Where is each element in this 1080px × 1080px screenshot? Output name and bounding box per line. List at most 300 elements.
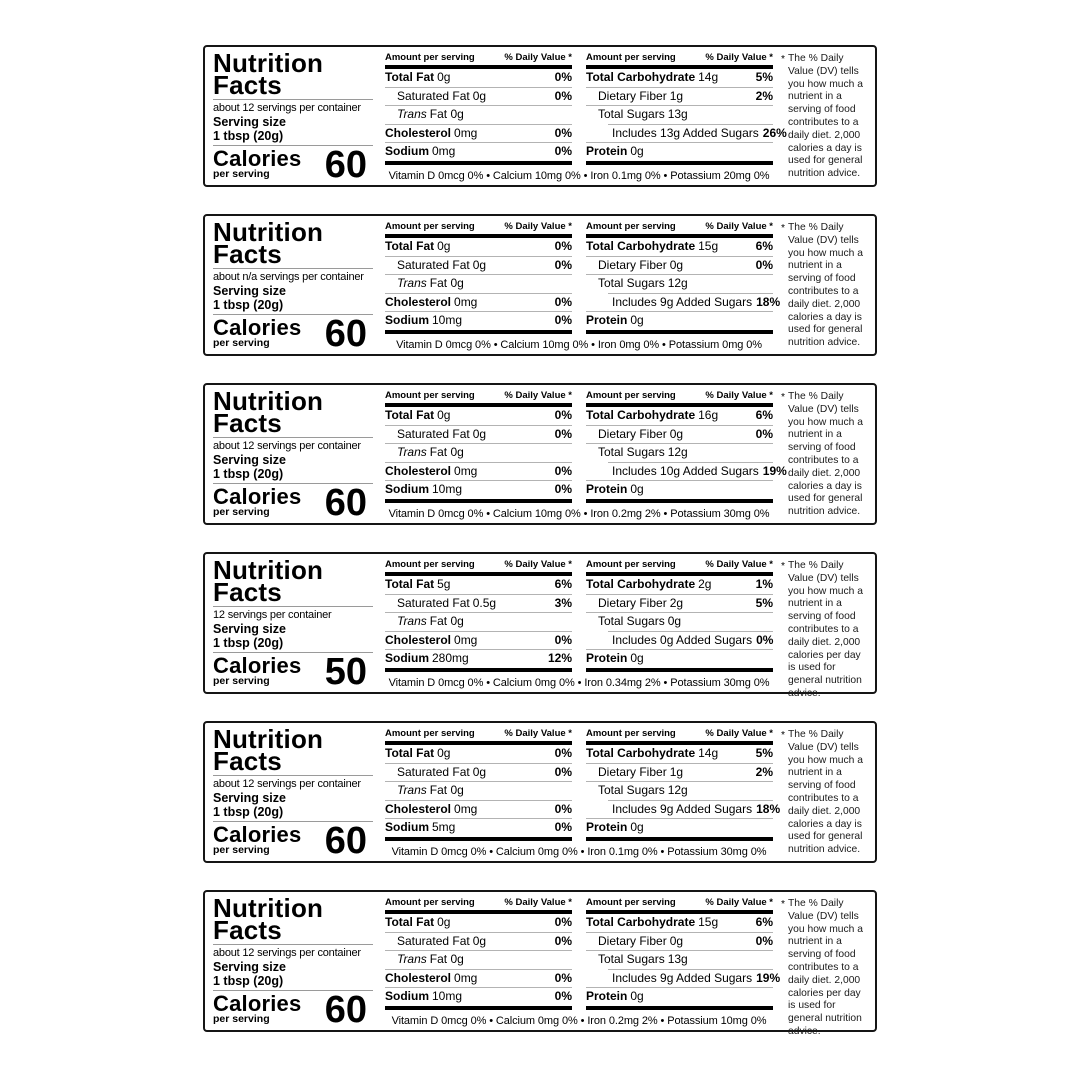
nutrition-label — [203, 721, 877, 863]
nutrient-text — [385, 577, 450, 593]
nutrient-daily-value: 0% — [554, 70, 572, 84]
nutrient-columns-area — [377, 897, 781, 1027]
nutrient-text — [397, 596, 496, 612]
nutrient-name: Total Sugars — [598, 614, 665, 628]
nutrient-columns-area — [377, 221, 781, 351]
nutrient-daily-value — [769, 313, 773, 329]
nutrient-row — [385, 143, 572, 161]
nutrient-text — [598, 427, 683, 443]
nutrient-amount: 0g — [630, 989, 644, 1003]
nutrient-text — [586, 577, 711, 593]
nutrient-text — [385, 144, 455, 160]
asterisk-mark: * — [781, 899, 786, 910]
nutrient-row — [586, 238, 773, 256]
nutrition-label — [203, 383, 877, 525]
nutrient-name: Total Fat — [385, 915, 435, 929]
serving-size-value: 1 tbsp (20g) — [213, 467, 284, 481]
nutrient-name: Trans — [397, 445, 427, 459]
nutrient-text — [397, 427, 486, 443]
nutrient-name: Total Fat — [385, 577, 435, 591]
nutrient-text — [385, 464, 477, 480]
nutrient-name: Total Carbohydrate — [586, 70, 696, 84]
nutrient-text — [612, 295, 752, 311]
nutrient-amount: Fat 0g — [429, 614, 464, 628]
nutrient-amount: Fat 0g — [429, 276, 464, 290]
divider — [213, 99, 373, 100]
asterisk-mark: * — [781, 223, 786, 234]
servings-per-container: about 12 servings per container — [213, 102, 361, 114]
nutrient-columns — [385, 559, 773, 672]
nutrient-text — [598, 258, 683, 274]
disclaimer-text: The % Daily Value (DV) tells you how much a nutrient in a serving of food contributes to a daily diet. 2,000 calories a day is used for general nutrition advice. — [788, 391, 863, 518]
nutrient-daily-value — [568, 445, 572, 461]
nutrient-name: Cholesterol — [385, 463, 452, 478]
nutrient-rows — [586, 745, 781, 837]
nutrient-daily-value — [769, 952, 773, 968]
nutrient-daily-value: 0% — [554, 482, 572, 496]
nutrient-daily-value — [769, 482, 773, 498]
nutrient-daily-value: 19% — [756, 970, 781, 985]
nutrient-name: Includes 13g Added Sugars — [612, 125, 759, 140]
daily-value-disclaimer — [777, 728, 867, 856]
nutrient-text — [586, 313, 644, 329]
calories-row — [213, 144, 373, 180]
nutrient-name: Saturated Fat — [397, 933, 470, 948]
daily-value-header: % Daily Value * — [504, 221, 572, 232]
daily-value-disclaimer — [777, 559, 867, 699]
nutrient-row — [586, 613, 773, 631]
nutrient-daily-value — [769, 989, 773, 1005]
title-line-1: Nutrition — [213, 52, 324, 78]
nutrient-amount: 0g — [630, 482, 644, 496]
nutrient-row — [586, 294, 781, 312]
nutrient-row — [586, 764, 773, 782]
nutrient-daily-value — [769, 107, 773, 123]
serving-size-value: 1 tbsp (20g) — [213, 805, 284, 819]
title-line-2: Facts — [213, 746, 282, 776]
asterisk-mark: * — [781, 730, 786, 741]
nutrient-name: Cholesterol — [385, 801, 452, 816]
nutrient-text — [612, 802, 752, 818]
nutrient-text — [586, 989, 644, 1005]
nutrient-text — [397, 952, 464, 968]
nutrient-amount: 0g — [630, 144, 644, 158]
nutrition-facts-title — [213, 897, 373, 945]
nutrition-facts-title — [213, 52, 373, 100]
nutrient-text — [397, 445, 464, 461]
nutrient-row — [586, 106, 773, 124]
nutrient-rows — [586, 576, 773, 668]
nutrient-daily-value: 0% — [554, 426, 572, 441]
nutrient-name: Sodium — [385, 313, 429, 327]
nutrient-amount: 12g — [667, 783, 688, 797]
nutrient-columns — [385, 728, 781, 841]
calories-row — [213, 989, 373, 1025]
column-header — [586, 52, 773, 65]
nutrient-name: Cholesterol — [385, 632, 452, 647]
nutrient-amount: 1g — [669, 764, 684, 779]
nutrient-text — [385, 651, 469, 667]
nutrient-name: Dietary Fiber — [598, 595, 667, 610]
calories-label: Calories — [213, 146, 302, 171]
nutrient-row — [385, 951, 572, 969]
servings-per-container: about n/a servings per container — [213, 271, 364, 283]
nutrient-text — [612, 464, 759, 480]
nutrient-amount: 13g — [667, 107, 688, 121]
nutrient-rows — [385, 238, 572, 330]
nutrient-amount: 10mg — [432, 482, 463, 496]
nutrient-text — [586, 239, 718, 255]
nutrient-name: Total Fat — [385, 239, 435, 253]
nutrient-row — [385, 933, 572, 951]
nutrient-amount: 0g — [669, 933, 684, 948]
nutrient-row — [385, 595, 572, 613]
nutrient-name: Total Carbohydrate — [586, 239, 696, 253]
servings-per-container: about 12 servings per container — [213, 947, 361, 959]
asterisk-mark: * — [781, 561, 786, 572]
column-header — [586, 390, 773, 403]
amount-per-serving-header: Amount per serving — [586, 897, 676, 908]
nutrient-row — [586, 632, 773, 650]
nutrient-daily-value — [568, 783, 572, 799]
nutrient-daily-value — [568, 952, 572, 968]
title-line-2: Facts — [213, 239, 282, 269]
nutrient-daily-value: 0% — [554, 933, 572, 948]
calories-row — [213, 482, 373, 518]
nutrient-text — [385, 239, 450, 255]
nutrient-amount: 0mg — [454, 294, 478, 309]
calories-label-block — [213, 484, 302, 518]
nutrient-name: Trans — [397, 107, 427, 121]
amount-per-serving-header: Amount per serving — [385, 390, 475, 401]
nutrient-row — [385, 125, 572, 143]
title-line-1: Nutrition — [213, 390, 324, 416]
nutrient-amount: 0g — [437, 915, 451, 929]
title-line-1: Nutrition — [213, 559, 324, 585]
nutrient-daily-value — [769, 445, 773, 461]
nutrient-daily-value: 0% — [554, 125, 572, 140]
nutrient-rows — [586, 407, 787, 499]
nutrient-column-carb — [586, 897, 781, 1010]
nutrient-text — [385, 408, 450, 424]
nutrient-text — [612, 126, 759, 142]
nutrient-amount: 2g — [669, 595, 684, 610]
nutrition-facts-title — [213, 390, 373, 438]
nutrient-amount: 0mg — [454, 970, 478, 985]
calories-label-block — [213, 315, 302, 349]
nutrient-text — [385, 126, 477, 142]
calories-label-block — [213, 653, 302, 687]
nutrient-rows — [385, 69, 572, 161]
nutrient-daily-value: 0% — [554, 408, 572, 422]
calories-value: 50 — [324, 651, 367, 687]
nutrient-row — [586, 275, 773, 293]
nutrient-row — [586, 988, 773, 1006]
nutrient-daily-value: 1% — [755, 577, 773, 591]
amount-per-serving-header: Amount per serving — [385, 897, 475, 908]
calories-label-block — [213, 146, 302, 180]
nutrient-amount: 14g — [698, 746, 719, 760]
nutrient-amount: 0g — [472, 933, 487, 948]
nutrient-amount: 10mg — [432, 989, 463, 1003]
nutrient-daily-value: 26% — [762, 125, 787, 140]
nutrient-name: Sodium — [385, 820, 429, 834]
nutrient-text — [385, 746, 450, 762]
calories-row — [213, 820, 373, 856]
amount-per-serving-header: Amount per serving — [586, 52, 676, 63]
nutrient-rows — [385, 914, 572, 1006]
nutrient-row — [385, 88, 572, 106]
nutrient-amount: 1g — [669, 88, 684, 103]
nutrition-label — [203, 45, 877, 187]
nutrient-name: Dietary Fiber — [598, 933, 667, 948]
nutrient-text — [397, 783, 464, 799]
nutrient-row — [385, 988, 572, 1006]
nutrient-amount: 0mg — [432, 144, 456, 158]
nutrient-text — [598, 276, 688, 292]
nutrient-row — [385, 481, 572, 499]
nutrient-row — [586, 257, 773, 275]
label-identity-panel — [213, 559, 377, 687]
serving-size-label: Serving size — [213, 960, 286, 974]
daily-value-disclaimer — [777, 390, 867, 518]
nutrition-labels-sheet — [203, 0, 877, 1037]
amount-per-serving-header: Amount per serving — [385, 559, 475, 570]
nutrient-row — [385, 576, 572, 594]
nutrient-text — [385, 802, 477, 818]
nutrient-name: Protein — [586, 482, 628, 496]
title-line-2: Facts — [213, 408, 282, 438]
calories-label-block — [213, 991, 302, 1025]
nutrient-columns-area — [377, 390, 787, 520]
nutrient-row — [586, 595, 773, 613]
nutrient-row — [586, 88, 773, 106]
nutrient-daily-value: 0% — [554, 764, 572, 779]
nutrient-text — [598, 614, 681, 630]
nutrient-text — [397, 934, 486, 950]
nutrient-amount: 0g — [437, 408, 451, 422]
serving-size-value: 1 tbsp (20g) — [213, 129, 284, 143]
nutrient-daily-value: 0% — [554, 294, 572, 309]
nutrient-row — [586, 914, 773, 932]
nutrient-amount: 0g — [630, 651, 644, 665]
nutrient-daily-value: 18% — [756, 294, 781, 309]
calories-subtext: per serving — [213, 506, 270, 518]
column-header — [385, 52, 572, 65]
serving-size-label: Serving size — [213, 115, 286, 129]
nutrient-name: Sodium — [385, 482, 429, 496]
column-header — [586, 559, 773, 572]
amount-per-serving-header: Amount per serving — [586, 559, 676, 570]
nutrient-daily-value: 19% — [762, 463, 787, 478]
nutrient-daily-value: 0% — [554, 820, 572, 834]
daily-value-header: % Daily Value * — [705, 728, 773, 739]
nutrient-row — [385, 914, 572, 932]
nutrition-facts-title — [213, 728, 373, 776]
nutrient-row — [586, 312, 773, 330]
nutrient-name: Protein — [586, 989, 628, 1003]
title-line-1: Nutrition — [213, 221, 324, 247]
daily-value-header: % Daily Value * — [504, 728, 572, 739]
nutrient-amount: 0g — [437, 70, 451, 84]
nutrient-text — [598, 596, 683, 612]
nutrient-columns-area — [377, 559, 777, 687]
servings-per-container: 12 servings per container — [213, 609, 332, 621]
nutrient-amount: 10mg — [432, 313, 463, 327]
nutrient-row — [385, 69, 572, 87]
daily-value-disclaimer — [777, 221, 867, 349]
nutrient-daily-value — [568, 614, 572, 630]
nutrient-name: Saturated Fat — [397, 595, 470, 610]
nutrient-daily-value — [769, 783, 773, 799]
nutrient-daily-value: 0% — [756, 632, 774, 647]
nutrient-text — [612, 971, 752, 987]
nutrient-name: Saturated Fat — [397, 257, 470, 272]
nutrient-amount: 0g — [472, 764, 487, 779]
nutrient-column-fat — [385, 390, 572, 503]
nutrient-text — [612, 633, 752, 649]
nutrient-column-fat — [385, 52, 572, 165]
nutrient-row — [586, 481, 773, 499]
nutrient-daily-value: 6% — [755, 239, 773, 253]
column-header — [586, 728, 773, 741]
nutrient-text — [586, 144, 644, 160]
nutrient-text — [385, 915, 450, 931]
nutrient-name: Total Sugars — [598, 952, 665, 966]
calories-label: Calories — [213, 484, 302, 509]
serving-size-value: 1 tbsp (20g) — [213, 636, 284, 650]
nutrient-text — [397, 614, 464, 630]
nutrient-text — [598, 445, 688, 461]
nutrient-name: Includes 9g Added Sugars — [612, 970, 753, 985]
nutrient-row — [385, 632, 572, 650]
nutrient-amount: 5mg — [432, 820, 456, 834]
calories-subtext: per serving — [213, 844, 270, 856]
nutrient-daily-value: 0% — [554, 989, 572, 1003]
nutrient-text — [598, 107, 688, 123]
nutrient-text — [598, 765, 683, 781]
nutrient-row — [586, 576, 773, 594]
micronutrients-line: Vitamin D 0mcg 0% • Calcium 10mg 0% • Iron 0.1mg 0% • Potassium 20mg 0% — [388, 169, 770, 182]
nutrient-amount: 0mg — [454, 801, 478, 816]
nutrient-text — [385, 633, 477, 649]
daily-value-disclaimer — [777, 52, 867, 180]
nutrition-label — [203, 214, 877, 356]
nutrient-text — [385, 295, 477, 311]
nutrient-row — [586, 819, 773, 837]
nutrient-text — [385, 313, 462, 329]
micronutrients-line: Vitamin D 0mcg 0% • Calcium 0mg 0% • Iron 0.34mg 2% • Potassium 30mg 0% — [388, 676, 770, 689]
disclaimer-text: The % Daily Value (DV) tells you how much a nutrient in a serving of food contributes to a daily diet. 2,000 calories per day is used for general nutrition advice. — [788, 560, 863, 699]
nutrient-amount: 13g — [667, 952, 688, 966]
nutrient-row — [586, 407, 773, 425]
label-identity-panel — [213, 390, 377, 518]
nutrient-row — [385, 801, 572, 819]
nutrient-row — [586, 745, 773, 763]
nutrient-text — [598, 952, 688, 968]
amount-per-serving-header: Amount per serving — [385, 221, 475, 232]
nutrient-columns — [385, 221, 781, 334]
nutrient-row — [586, 650, 773, 668]
nutrient-text — [397, 107, 464, 123]
nutrient-column-fat — [385, 897, 572, 1010]
nutrient-row — [385, 238, 572, 256]
nutrient-daily-value: 0% — [554, 801, 572, 816]
nutrient-text — [397, 276, 464, 292]
nutrient-row — [385, 463, 572, 481]
nutrient-amount: 0g — [667, 614, 682, 628]
nutrient-text — [586, 408, 718, 424]
daily-value-header: % Daily Value * — [504, 52, 572, 63]
nutrient-text — [385, 482, 462, 498]
nutrient-daily-value: 0% — [755, 426, 773, 441]
nutrient-row — [586, 951, 773, 969]
nutrient-daily-value: 5% — [755, 595, 773, 610]
nutrition-label — [203, 890, 877, 1037]
nutrient-name: Trans — [397, 783, 427, 797]
nutrient-name: Total Sugars — [598, 783, 665, 797]
nutrient-row — [385, 650, 572, 668]
serving-size-value: 1 tbsp (20g) — [213, 974, 284, 988]
nutrient-name: Sodium — [385, 651, 429, 665]
nutrient-columns — [385, 390, 787, 503]
nutrient-name: Total Carbohydrate — [586, 408, 696, 422]
nutrient-name: Includes 9g Added Sugars — [612, 294, 753, 309]
nutrient-column-carb — [586, 52, 787, 165]
calories-subtext: per serving — [213, 337, 270, 349]
nutrient-name: Dietary Fiber — [598, 88, 667, 103]
nutrient-amount: 0g — [437, 239, 451, 253]
nutrient-amount: Fat 0g — [429, 445, 464, 459]
divider — [213, 437, 373, 438]
disclaimer-text: The % Daily Value (DV) tells you how much a nutrient in a serving of food contributes to a daily diet. 2,000 calories a day is used for general nutrition advice. — [788, 222, 863, 349]
nutrient-name: Saturated Fat — [397, 88, 470, 103]
column-header — [385, 728, 572, 741]
amount-per-serving-header: Amount per serving — [586, 390, 676, 401]
nutrient-daily-value: 5% — [755, 70, 773, 84]
nutrient-row — [385, 312, 572, 330]
calories-value: 60 — [324, 144, 367, 180]
column-header — [586, 221, 773, 234]
nutrition-facts-title — [213, 559, 373, 607]
nutrient-amount: 12g — [667, 445, 688, 459]
nutrient-rows — [586, 69, 787, 161]
nutrient-text — [385, 820, 455, 836]
label-identity-panel — [213, 897, 377, 1025]
nutrient-name: Trans — [397, 276, 427, 290]
nutrient-name: Protein — [586, 820, 628, 834]
nutrient-name: Cholesterol — [385, 970, 452, 985]
divider — [213, 944, 373, 945]
asterisk-mark: * — [781, 392, 786, 403]
nutrient-text — [586, 820, 644, 836]
nutrient-daily-value: 6% — [755, 408, 773, 422]
nutrient-text — [385, 70, 450, 86]
title-line-2: Facts — [213, 915, 282, 945]
nutrient-row — [586, 933, 773, 951]
nutrient-row — [586, 463, 787, 481]
nutrient-name: Total Sugars — [598, 276, 665, 290]
nutrient-daily-value: 0% — [554, 313, 572, 327]
nutrient-text — [586, 915, 718, 931]
nutrient-daily-value: 12% — [547, 651, 572, 665]
nutrient-daily-value: 3% — [554, 595, 572, 610]
nutrient-name: Sodium — [385, 989, 429, 1003]
amount-per-serving-header: Amount per serving — [385, 728, 475, 739]
calories-label: Calories — [213, 653, 302, 678]
nutrient-row — [385, 106, 572, 124]
micronutrients-line: Vitamin D 0mcg 0% • Calcium 0mg 0% • Iron 0.2mg 2% • Potassium 10mg 0% — [391, 1014, 767, 1027]
